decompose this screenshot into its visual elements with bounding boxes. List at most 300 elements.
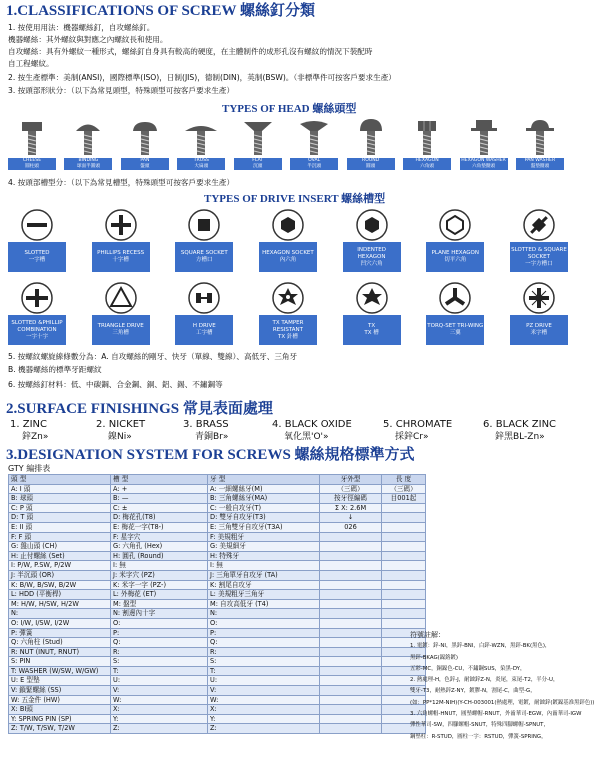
head-type-card xyxy=(347,118,395,170)
note-line: 五彩-MC，銅鎳色-CU，不鏽鋼SUS，染黑-DY， xyxy=(410,665,526,672)
table-row xyxy=(9,542,426,552)
table-cell: O: xyxy=(111,618,208,628)
drive-type-cn: 一字方槽口 xyxy=(525,260,553,267)
table-row xyxy=(9,580,426,590)
table-row xyxy=(9,503,426,513)
head-type-card xyxy=(177,118,225,170)
head-type-en: CHEESE xyxy=(22,158,42,163)
table-cell: A: 一細螺絲牙(M) xyxy=(208,484,320,494)
table-row xyxy=(9,657,426,667)
table-cell: D: 雙牙自攻牙(T3) xyxy=(208,513,320,523)
table-cell: T: xyxy=(208,666,320,676)
finish-en: 5. CHROMATE xyxy=(383,419,453,430)
table-cell xyxy=(320,686,382,696)
drive-type-cn: TX 槽 xyxy=(364,330,379,336)
finish-cn: 鋅黑BL-Zn» xyxy=(495,432,545,442)
col-header: 長 度 xyxy=(382,475,426,485)
table-cell: Q: xyxy=(111,638,208,648)
col-header: 槽 型 xyxy=(111,475,208,485)
table-cell: K: 割尾自攻牙 xyxy=(208,580,320,590)
drive-type-card xyxy=(426,208,484,272)
finish-en: 2. NICKET xyxy=(96,419,146,430)
section3-title: 3.DESIGNATION SYSTEM FOR SCREWS 螺絲規格標準方式 xyxy=(6,447,415,463)
table-cell: R: xyxy=(208,647,320,657)
table-cell: P: xyxy=(208,628,320,638)
drive-type-label xyxy=(175,242,233,272)
table-cell: J: 三角單牙自攻牙 (TA) xyxy=(208,570,320,580)
table-cell: N: xyxy=(9,609,111,619)
table-cell: O: I/W, I/SW, I/2W xyxy=(9,618,111,628)
note-line: 鋼墊柱：R-STUD，圓柱一字：RSTUD，彈簧-SPRING， xyxy=(410,733,547,740)
table-cell: Q: xyxy=(208,638,320,648)
drive-wing-icon xyxy=(426,281,484,315)
head-type-label xyxy=(121,158,169,170)
drive-type-label xyxy=(8,315,66,345)
head-type-card xyxy=(234,118,282,170)
table-cell: V: xyxy=(208,686,320,696)
table-row xyxy=(9,551,426,561)
drive-type-card xyxy=(175,208,233,272)
drive-type-cn: 米字槽 xyxy=(530,330,548,336)
drive-type-cn: 凹穴六角 xyxy=(360,260,383,267)
table-cell: N: xyxy=(208,609,320,619)
table-cell xyxy=(320,724,382,734)
drive-type-label xyxy=(259,315,317,345)
head-type-card xyxy=(460,118,508,170)
intro-line: 3. 按頭部形狀分：（以下為常見頭型，特殊頭型可按客戶要求生產） xyxy=(8,86,235,95)
finish-item xyxy=(10,418,48,444)
table-cell: G: 盤山頭 (CH) xyxy=(9,542,111,552)
table-cell xyxy=(382,590,426,600)
table-cell xyxy=(320,609,382,619)
table-cell: Y: xyxy=(111,714,208,724)
table-cell: M: 盤型 xyxy=(111,599,208,609)
table-cell xyxy=(320,676,382,686)
screw-panw-icon xyxy=(516,118,564,158)
drive-type-cn: 三翼 xyxy=(449,330,461,336)
table-cell: 目001起 xyxy=(382,494,426,504)
table-cell: B: 三角螺絲牙(MA) xyxy=(208,494,320,504)
drive-type-en: SQUARE SOCKET xyxy=(180,250,228,256)
table-cell xyxy=(320,714,382,724)
finish-item xyxy=(272,418,352,444)
col-header: 牙外型 xyxy=(320,475,382,485)
drive-type-en: TORQ-SET TRI-WING xyxy=(427,323,484,329)
table-row xyxy=(9,647,426,657)
drive-types-row-1 xyxy=(8,208,568,272)
section2-title: 2.SURFACE FINISHINGS 常見表面處理 xyxy=(6,401,273,417)
drive-ssq-icon xyxy=(510,208,568,242)
table-cell: E: 梅花一字(T8-) xyxy=(111,522,208,532)
table-row xyxy=(9,590,426,600)
table-cell: D: T 頭 xyxy=(9,513,111,523)
head-type-label xyxy=(290,158,338,170)
screw-truss-icon xyxy=(177,118,225,158)
table-cell: J: 米字穴 (PZ) xyxy=(111,570,208,580)
table-cell: I: P/W, P.SW, P/2W xyxy=(9,561,111,571)
table-row xyxy=(9,618,426,628)
note-line: 1. 電鍍：鋅-NI，黑鋅-BNI，白鋅-WZN，黑鋅-BK(黑色)， xyxy=(410,643,551,650)
drive-type-en: SLOTTED xyxy=(24,250,50,256)
table-cell xyxy=(320,647,382,657)
table-row xyxy=(9,714,426,724)
finish-cn: 鎳Ni» xyxy=(108,432,132,442)
table-cell xyxy=(320,618,382,628)
table-row xyxy=(9,561,426,571)
drive-type-card xyxy=(8,281,66,345)
drive-type-label xyxy=(343,315,401,345)
table-row xyxy=(9,695,426,705)
table-cell: S: PIN xyxy=(9,657,111,667)
head-type-card xyxy=(64,118,112,170)
finish-item xyxy=(483,418,556,444)
drive-type-cn: 一字槽 xyxy=(28,257,46,263)
head-type-label xyxy=(516,158,564,170)
drive-type-en: TX TAMPER RESISTANT xyxy=(272,319,304,333)
head-types-row xyxy=(8,118,564,170)
head-type-label xyxy=(8,158,56,170)
head-type-label xyxy=(460,158,508,170)
head-type-en: PAN xyxy=(140,158,150,163)
head-type-en: BINDING xyxy=(78,158,99,163)
drive-type-card xyxy=(343,208,401,272)
head-type-cn: 球面半圓頭 xyxy=(76,163,100,169)
drive-type-cn: 工字槽 xyxy=(196,330,213,336)
note-line: (如：PP*12M-NIH)(Y-CH-003001(熱處理，電鍍，耐蝕鋅(鍍鎳基准黑鋅色)) xyxy=(410,699,595,706)
table-cell: G: 美規細牙 xyxy=(208,542,320,552)
head-type-label xyxy=(234,158,282,170)
screw-hexw-icon xyxy=(460,118,508,158)
drive-type-cn: 切平六角 xyxy=(444,257,467,263)
drive-type-en: PHILLIPS RECESS xyxy=(97,250,145,256)
drive-type-card xyxy=(92,281,150,345)
drive-type-card xyxy=(92,208,150,272)
finish-en: 1. ZINC xyxy=(10,419,47,430)
drive-type-card xyxy=(343,281,401,345)
table-cell: L: 美規粗牙三角牙 xyxy=(208,590,320,600)
intro-line: 2. 按生產標準：美制(ANSI)，國際標準(ISO)，日制(JIS)，德制(DIN)，英制(BSW)。（非標準件可按客戶要求生產） xyxy=(8,73,396,82)
table-cell: U: xyxy=(111,676,208,686)
table-cell xyxy=(320,590,382,600)
notes-title: 符號註解： xyxy=(410,631,445,639)
drive-intro: 4. 按頭部槽型分：（以下為常見槽型，特殊頭型可按客戶要求生產） xyxy=(8,178,235,187)
table-row xyxy=(9,570,426,580)
table-row xyxy=(9,666,426,676)
drive-type-en: SLOTTED &PHILLIP COMBINATION xyxy=(11,319,63,333)
table-cell: X: xyxy=(208,705,320,715)
table-cell: F: F 頭 xyxy=(9,532,111,542)
drive-tri-icon xyxy=(92,281,150,315)
note-line: 雙牙-T3，耐熱鋅Z-NY，鍍膠-N，割尾-C，曲型-G， xyxy=(410,688,536,695)
table-cell xyxy=(320,570,382,580)
drive-type-en: INDENTED HEXAGON xyxy=(357,246,386,260)
table-cell: L: HDD (平衡桿) xyxy=(9,590,111,600)
head-type-card xyxy=(290,118,338,170)
head-type-card xyxy=(516,118,564,170)
table-row xyxy=(9,484,426,494)
table-cell: 按牙徑編碼 xyxy=(320,494,382,504)
screw-pan-icon xyxy=(121,118,169,158)
drive-type-label xyxy=(175,315,233,345)
drive-phil-icon xyxy=(92,208,150,242)
finish-en: 3. BRASS xyxy=(183,419,229,430)
table-row xyxy=(9,494,426,504)
note-line: 3. 六角螺帽-HNUT，圓墊螺帽-RNUT，外齒華司-EGW，內齒華司-IGW xyxy=(410,711,582,718)
table-cell xyxy=(382,542,426,552)
table-cell: K: B/W, B/SW, B/2W xyxy=(9,580,111,590)
note-line: 2. 熱處理-H，色鋅-J，耐蝕鋅Z-N，炎尾，束尾-T2，半分-U， xyxy=(410,677,559,684)
table-cell: S: xyxy=(208,657,320,667)
table-cell: Σ X: 2.6M xyxy=(320,503,382,513)
head-type-cn: 圓頭 xyxy=(366,163,376,169)
head-type-cn: 沉頭 xyxy=(253,163,263,169)
table-cell xyxy=(320,628,382,638)
drive-sq-icon xyxy=(175,208,233,242)
table-cell: Y: xyxy=(208,714,320,724)
head-type-cn: 大扁頭 xyxy=(194,163,209,169)
head-type-en: HEXAGON WASHER xyxy=(461,158,506,163)
table-cell xyxy=(382,513,426,523)
drive-tx-icon xyxy=(343,281,401,315)
drive-type-en: TX xyxy=(368,323,376,329)
table-cell: W: xyxy=(111,695,208,705)
table-cell: U: E 型墊 xyxy=(9,676,111,686)
intro-line: 自攻螺絲：具有外螺紋一種形式，螺絲釘自身具有較高的硬度，在主體制件的成形孔沒有螺紋的情況下裝配時 xyxy=(8,47,373,56)
drive-phex-icon xyxy=(426,208,484,242)
head-type-en: PAN WASHER xyxy=(524,158,556,163)
table-cell: T: WASHER (W/SW, W/GW) xyxy=(9,666,111,676)
table-cell xyxy=(320,705,382,715)
table-cell: G: 六角孔 (Hex) xyxy=(111,542,208,552)
drive-type-label xyxy=(426,242,484,272)
drives-title: TYPES OF DRIVE INSERT 螺絲槽型 xyxy=(204,193,386,205)
head-type-cn: 盤頭 xyxy=(140,163,150,169)
drive-type-label xyxy=(259,242,317,272)
drive-types-row-2 xyxy=(8,281,568,345)
finish-item xyxy=(183,418,229,444)
table-cell: ↓ xyxy=(320,513,382,523)
thread-line: B. 機器螺絲的標準牙距螺紋 xyxy=(8,365,102,374)
table-cell: W: 五金件 (HW) xyxy=(9,695,111,705)
table-cell: S: xyxy=(111,657,208,667)
table-cell xyxy=(320,599,382,609)
table-cell: F: 星字穴 xyxy=(111,532,208,542)
head-type-en: HEXAGON xyxy=(415,158,439,163)
table-cell xyxy=(382,609,426,619)
table-cell: （三碼） xyxy=(382,484,426,494)
table-cell xyxy=(320,666,382,676)
table-cell: P: 彈簧 xyxy=(9,628,111,638)
drive-pz-icon xyxy=(510,281,568,315)
table-cell xyxy=(320,561,382,571)
drive-type-card xyxy=(510,281,568,345)
table-cell: A: + xyxy=(111,484,208,494)
drive-type-cn: 一字十字 xyxy=(25,333,48,340)
drive-type-en: PLANE HEXAGON xyxy=(431,250,479,256)
heads-title: TYPES OF HEAD 螺絲頭型 xyxy=(222,103,357,115)
table-row xyxy=(9,705,426,715)
table-row xyxy=(9,724,426,734)
table-cell: F: 美規粗牙 xyxy=(208,532,320,542)
table-row xyxy=(9,638,426,648)
drive-type-label xyxy=(343,242,401,272)
table-cell: M: H/W, H/SW, H/2W xyxy=(9,599,111,609)
table-cell: A: I 頭 xyxy=(9,484,111,494)
table-cell: B: — xyxy=(111,494,208,504)
table-cell: W: xyxy=(208,695,320,705)
drive-ihex-icon xyxy=(343,208,401,242)
table-cell: J: 半沉頭 (OR) xyxy=(9,570,111,580)
table-cell: P: xyxy=(111,628,208,638)
head-type-card xyxy=(403,118,451,170)
drive-type-en: TRIANGLE DRIVE xyxy=(97,323,144,329)
table-cell: V: 鎖緊螺絲 (SS) xyxy=(9,686,111,696)
table-cell: N: 割邊內十字 xyxy=(111,609,208,619)
table-cell: Z: xyxy=(208,724,320,734)
table-cell: I: 無 xyxy=(111,561,208,571)
table-cell: D: 梅花孔(T8) xyxy=(111,513,208,523)
drive-type-en: H DRIVE xyxy=(192,323,216,329)
head-type-label xyxy=(347,158,395,170)
head-type-en: ROUND xyxy=(362,158,380,163)
table-cell xyxy=(382,570,426,580)
table-cell xyxy=(382,561,426,571)
table-row xyxy=(9,522,426,532)
drive-slot-icon xyxy=(8,208,66,242)
drive-type-label xyxy=(510,315,568,345)
drive-type-label xyxy=(92,315,150,345)
finish-en: 6. BLACK ZINC xyxy=(483,419,557,430)
table-cell: I: 無 xyxy=(208,561,320,571)
drive-type-card xyxy=(510,208,568,272)
table-cell: H: 特殊牙 xyxy=(208,551,320,561)
note-line: 彈性華司-SW，四腳螺帽-SNUT，特殊四腳螺帽-SPNUT， xyxy=(410,722,549,729)
finish-item xyxy=(383,418,452,444)
drive-h-icon xyxy=(175,281,233,315)
table-cell: C: P 頭 xyxy=(9,503,111,513)
table-cell: E: II 頭 xyxy=(9,522,111,532)
table-row xyxy=(9,532,426,542)
head-type-card xyxy=(8,118,56,170)
table-cell xyxy=(382,599,426,609)
head-type-cn: 六角頭 xyxy=(420,163,434,169)
finish-cn: 採鋅Cr» xyxy=(395,432,429,442)
screw-oval-icon xyxy=(290,118,338,158)
table-row xyxy=(9,676,426,686)
table-cell: U: xyxy=(208,676,320,686)
head-type-label xyxy=(177,158,225,170)
screw-hex-icon xyxy=(403,118,451,158)
head-type-cn: 半沉頭 xyxy=(307,163,322,169)
drive-type-label xyxy=(510,242,568,272)
table-cell: X: xyxy=(111,705,208,715)
finish-cn: 鋅Zn» xyxy=(22,432,49,442)
finish-cn: 氧化黑'O'» xyxy=(284,432,329,442)
col-header: 頭 型 xyxy=(9,475,111,485)
drive-type-cn: TX 針槽 xyxy=(278,333,298,340)
table-cell: O: xyxy=(208,618,320,628)
table-cell xyxy=(382,503,426,513)
table-row xyxy=(9,686,426,696)
drive-type-card xyxy=(175,281,233,345)
table-cell xyxy=(320,695,382,705)
table-cell: Z: T/W, T/SW, T/2W xyxy=(9,724,111,734)
section1-title: 1.CLASSIFICATIONS OF SCREW 螺絲釘分類 xyxy=(6,3,315,19)
table-cell: （三碼） xyxy=(320,484,382,494)
drive-type-cn: 方槽口 xyxy=(196,257,213,263)
table-cell: M: 自攻高低牙 (T4) xyxy=(208,599,320,609)
notes-block xyxy=(410,630,608,743)
drive-type-cn: 十字槽 xyxy=(112,257,129,263)
table-cell: Q: 六角柱 (Stud) xyxy=(9,638,111,648)
table-cell: X: BI頭 xyxy=(9,705,111,715)
drive-txp-icon xyxy=(259,281,317,315)
finish-cn: 青銅Br» xyxy=(195,432,229,442)
table-cell xyxy=(382,580,426,590)
drive-type-card xyxy=(8,208,66,272)
finish-item xyxy=(96,418,145,444)
intro-line: 機器螺絲：其外螺紋與對應之內螺紋長和使用。 xyxy=(8,35,168,44)
screw-binding-icon xyxy=(64,118,112,158)
drive-hex-icon xyxy=(259,208,317,242)
table-cell xyxy=(320,638,382,648)
intro-line: 自工程螺紋。 xyxy=(8,59,54,68)
head-type-cn: 盤墊圈頭 xyxy=(530,163,550,169)
table-cell: Y: SPRING PIN (SP) xyxy=(9,714,111,724)
note-line: 黑鋅-BKAG(鎳鉻鍍) xyxy=(410,654,459,661)
table-row xyxy=(9,609,426,619)
drive-comb-icon xyxy=(8,281,66,315)
table-cell: C: 一般自攻牙(T) xyxy=(208,503,320,513)
table-cell: Z: xyxy=(111,724,208,734)
gty-label: GTY 編排表 xyxy=(8,464,51,473)
intro-line: 1. 按使用用法：機器螺絲釘，自攻螺絲釘。 xyxy=(8,23,155,32)
material-line: 6. 按螺絲釘材料：低、中碳鋼、合金鋼、銅、鋁、錫、不鏽鋼等 xyxy=(8,380,223,389)
col-header: 牙 型 xyxy=(208,475,320,485)
table-cell xyxy=(382,618,426,628)
table-row xyxy=(9,513,426,523)
head-type-en: TRUSS xyxy=(193,158,209,163)
table-cell: H: 止付螺絲 (Set) xyxy=(9,551,111,561)
drive-type-card xyxy=(426,281,484,345)
finish-en: 4. BLACK OXIDE xyxy=(272,419,352,430)
table-cell xyxy=(320,580,382,590)
table-cell xyxy=(320,657,382,667)
table-cell: V: xyxy=(111,686,208,696)
screw-cheese-icon xyxy=(8,118,56,158)
head-type-card xyxy=(121,118,169,170)
table-row xyxy=(9,599,426,609)
drive-type-label xyxy=(426,315,484,345)
drive-type-en: SLOTTED & SQUARE SOCKET xyxy=(511,246,567,260)
table-cell xyxy=(382,522,426,532)
table-cell: H: 圓孔 (Round) xyxy=(111,551,208,561)
table-cell: R: xyxy=(111,647,208,657)
table-cell xyxy=(320,542,382,552)
drive-type-card xyxy=(259,281,317,345)
table-cell: T: xyxy=(111,666,208,676)
screw-round-icon xyxy=(347,118,395,158)
drive-type-en: PZ DRIVE xyxy=(526,323,552,329)
head-type-label xyxy=(403,158,451,170)
head-type-en: FLAT xyxy=(252,158,264,163)
table-row xyxy=(9,628,426,638)
drive-type-card xyxy=(259,208,317,272)
head-type-label xyxy=(64,158,112,170)
table-cell: B: 球頭 xyxy=(9,494,111,504)
drive-type-en: HEXAGON SOCKET xyxy=(262,250,314,256)
table-cell xyxy=(382,532,426,542)
